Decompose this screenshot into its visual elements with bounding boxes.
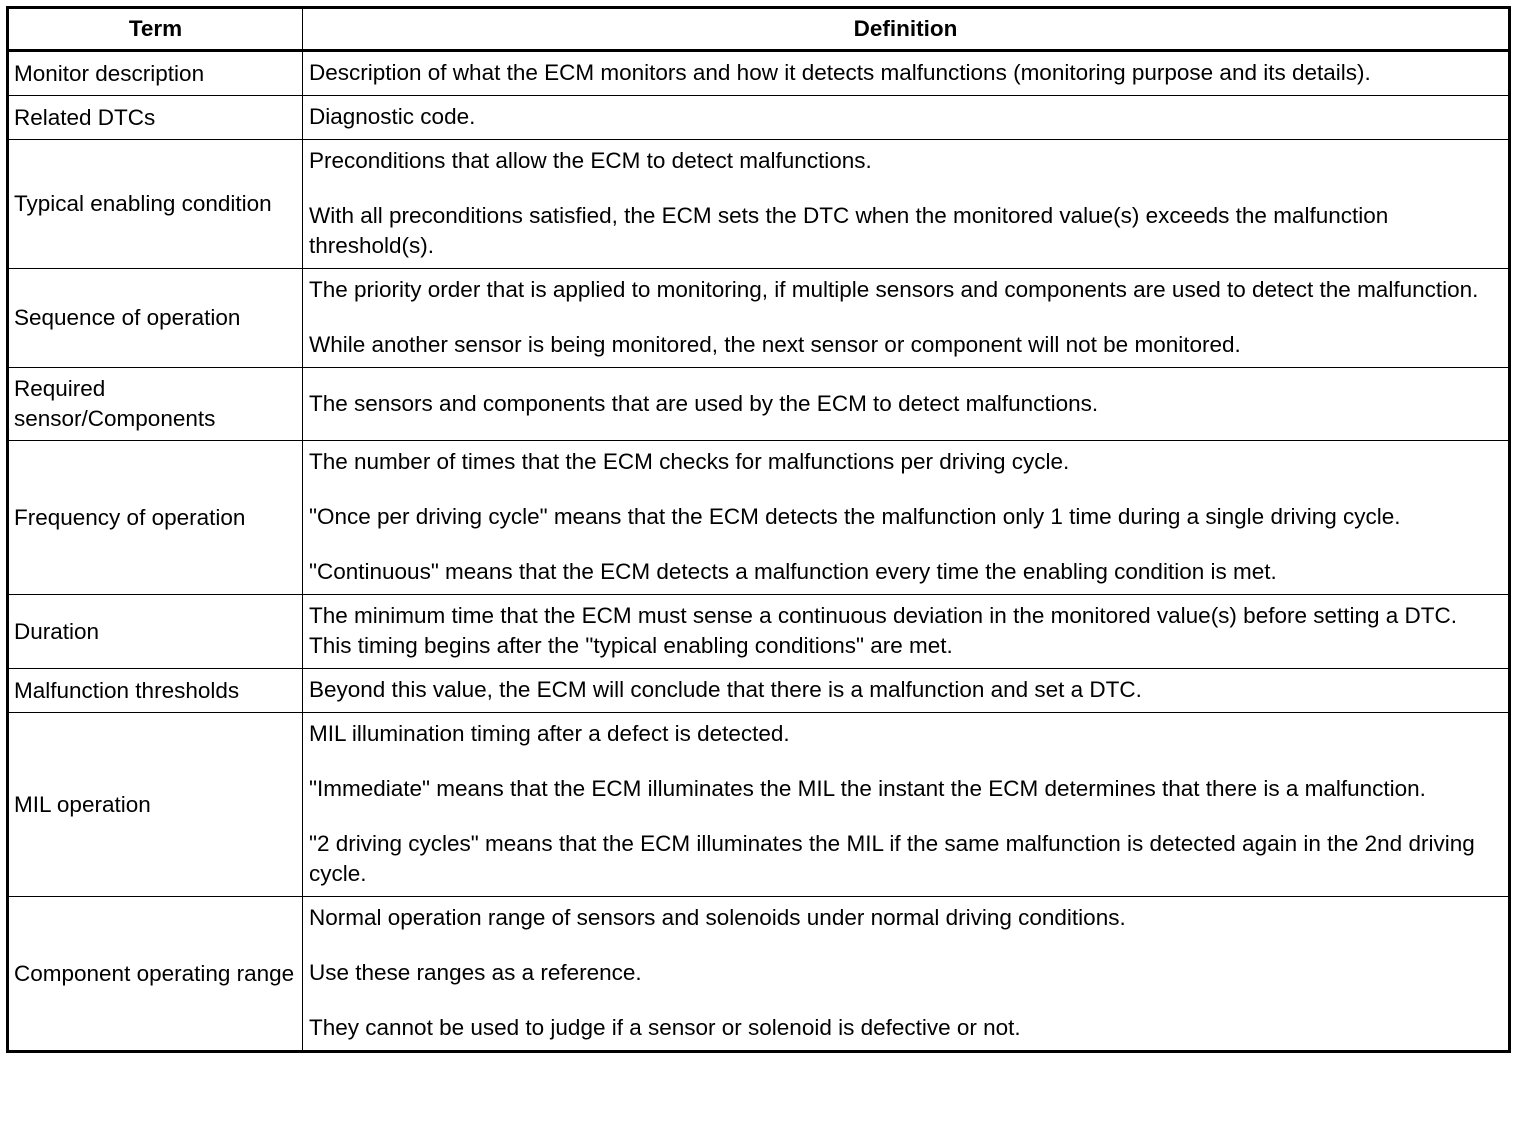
table-row [8, 713, 1510, 897]
definition-paragraph: Diagnostic code. [309, 104, 476, 129]
definition-paragraph: While another sensor is being monitored, the next sensor or component will not be monitored. [309, 332, 1241, 357]
definition-cell [303, 441, 1510, 595]
definition-paragraph: Use these ranges as a reference. [309, 960, 642, 985]
table-row [8, 669, 1510, 713]
term-definition-sheet [6, 6, 1508, 1053]
table-row [8, 368, 1510, 441]
definition-cell [303, 897, 1510, 1052]
definition-paragraph: Normal operation range of sensors and solenoids under normal driving conditions. [309, 905, 1126, 930]
table-body [8, 51, 1510, 1052]
definition-cell [303, 713, 1510, 897]
definition-paragraph: The minimum time that the ECM must sense a continuous deviation in the monitored value(s) before setting a DTC. This timing begins after the "typical enabling conditions" are met. [309, 603, 1458, 658]
table-row [8, 140, 1510, 269]
term-cell: Duration [8, 595, 303, 669]
term-cell: Monitor description [8, 51, 303, 96]
term-cell: Component operating range [8, 897, 303, 1052]
definition-paragraph: MIL illumination timing after a defect is detected. [309, 721, 790, 746]
definition-paragraph: Description of what the ECM monitors and how it detects malfunctions (monitoring purpose and its details). [309, 60, 1371, 85]
table-row [8, 96, 1510, 140]
term-cell: Frequency of operation [8, 441, 303, 595]
definition-paragraph: The priority order that is applied to monitoring, if multiple sensors and components are used to detect the malfunction. [309, 277, 1479, 302]
definition-paragraph: "Immediate" means that the ECM illuminates the MIL the instant the ECM determines that there is a malfunction. [309, 776, 1426, 801]
term-cell: Sequence of operation [8, 269, 303, 368]
term-cell: Required sensor/Components [8, 368, 303, 441]
table-row [8, 595, 1510, 669]
header-term: Term [8, 8, 303, 51]
definition-paragraph: The number of times that the ECM checks for malfunctions per driving cycle. [309, 449, 1070, 474]
header-definition: Definition [303, 8, 1510, 51]
definition-cell [303, 96, 1510, 140]
term-cell: MIL operation [8, 713, 303, 897]
definition-paragraph: Preconditions that allow the ECM to detect malfunctions. [309, 148, 872, 173]
definition-paragraph: They cannot be used to judge if a sensor or solenoid is defective or not. [309, 1015, 1021, 1040]
definition-paragraph: "Once per driving cycle" means that the ECM detects the malfunction only 1 time during a single driving cycle. [309, 504, 1401, 529]
definition-paragraph: "2 driving cycles" means that the ECM illuminates the MIL if the same malfunction is detected again in the 2nd driving cycle. [309, 831, 1475, 886]
definition-cell [303, 595, 1510, 669]
definition-cell [303, 269, 1510, 368]
definition-paragraph: With all preconditions satisfied, the ECM sets the DTC when the monitored value(s) exceeds the malfunction threshold(s). [309, 203, 1389, 258]
table-row [8, 269, 1510, 368]
table-header [8, 8, 1510, 51]
definition-paragraph: "Continuous" means that the ECM detects a malfunction every time the enabling condition is met. [309, 559, 1277, 584]
definition-paragraph: The sensors and components that are used by the ECM to detect malfunctions. [309, 390, 1099, 416]
header-row [8, 8, 1510, 51]
definition-cell [303, 51, 1510, 96]
term-cell: Malfunction thresholds [8, 669, 303, 713]
definition-cell [303, 140, 1510, 269]
term-cell: Related DTCs [8, 96, 303, 140]
term-definition-table [6, 6, 1511, 1053]
term-cell: Typical enabling condition [8, 140, 303, 269]
table-row [8, 441, 1510, 595]
definition-cell [303, 368, 1510, 441]
table-row [8, 897, 1510, 1052]
definition-cell [303, 669, 1510, 713]
table-row [8, 51, 1510, 96]
definition-paragraph: Beyond this value, the ECM will conclude that there is a malfunction and set a DTC. [309, 677, 1142, 702]
